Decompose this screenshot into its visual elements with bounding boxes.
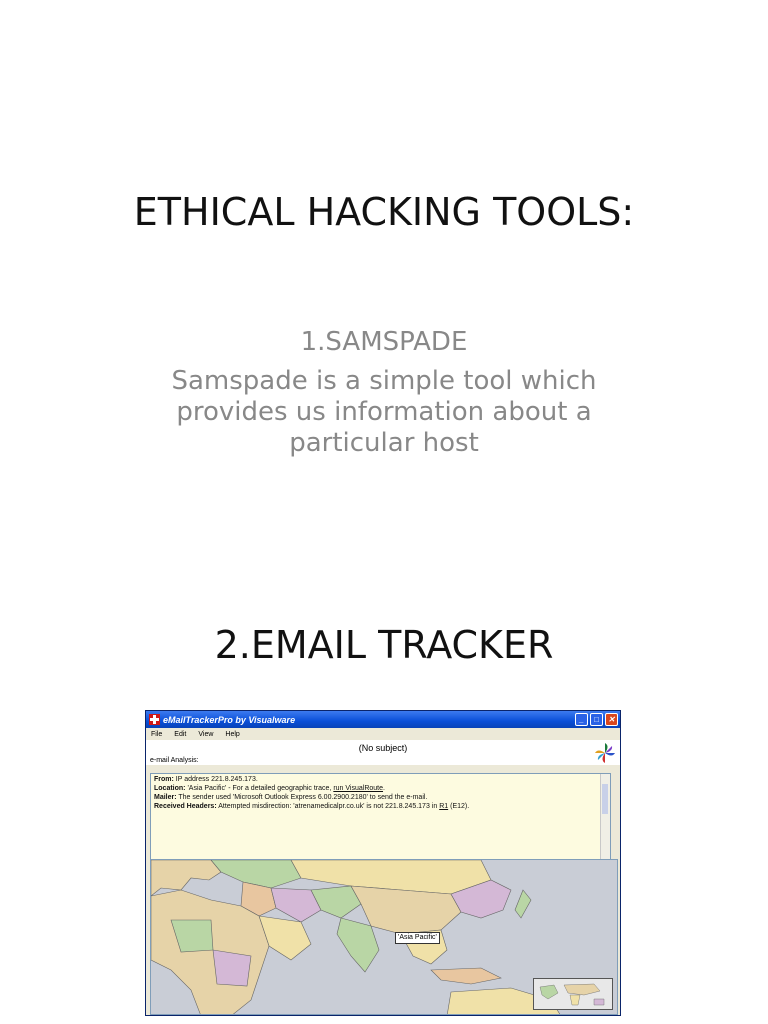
window-titlebar[interactable] bbox=[146, 711, 620, 728]
minimize-icon: _ bbox=[579, 714, 584, 724]
visualware-pinwheel-icon bbox=[594, 742, 616, 764]
app-cross-icon bbox=[149, 714, 160, 725]
location-label: Location: bbox=[154, 785, 186, 792]
minimize-button[interactable] bbox=[575, 713, 588, 726]
headers-value: Attempted misdirection: 'atrenamedicalpr.co.uk' is not 221.8.245.173 in bbox=[218, 803, 438, 810]
analysis-location bbox=[154, 784, 607, 793]
scrollbar-thumb[interactable] bbox=[602, 784, 608, 814]
email-subject: (No subject) bbox=[358, 743, 408, 753]
menu-bar bbox=[146, 728, 620, 740]
r1-link[interactable]: R1 bbox=[439, 803, 449, 810]
headers-label: Received Headers: bbox=[154, 803, 217, 810]
mailer-value: The sender used 'Microsoft Outlook Express 6.00.2900.2180' to send the e-mail. bbox=[178, 794, 428, 801]
body-line: Samspade is a simple tool which bbox=[171, 366, 597, 396]
from-value: IP address 221.8.245.173. bbox=[175, 776, 258, 783]
location-end: . bbox=[383, 785, 385, 792]
mailer-label: Mailer: bbox=[154, 794, 177, 801]
analysis-label: e-mail Analysis: bbox=[146, 756, 620, 765]
body-line: provides us information about a bbox=[176, 397, 592, 427]
analysis-mailer bbox=[154, 793, 607, 802]
body-line: particular host bbox=[289, 428, 479, 458]
body-heading: 1.SAMSPADE bbox=[300, 327, 468, 357]
window-title: eMailTrackerPro by Visualware bbox=[163, 714, 296, 725]
window-controls bbox=[575, 713, 618, 726]
maximize-button[interactable] bbox=[590, 713, 603, 726]
visualroute-link[interactable]: run VisualRoute bbox=[333, 785, 384, 792]
subject-row bbox=[146, 740, 620, 756]
world-map[interactable] bbox=[150, 859, 618, 1015]
mini-map-graphic bbox=[534, 979, 612, 1009]
analysis-headers bbox=[154, 802, 607, 811]
close-icon: ✕ bbox=[608, 714, 615, 724]
map-tooltip: 'Asia Pacific' bbox=[395, 932, 440, 944]
analysis-scrollbar[interactable] bbox=[600, 774, 610, 864]
analysis-from bbox=[154, 775, 607, 784]
slide-title: ETHICAL HACKING TOOLS: bbox=[133, 190, 635, 234]
emailtracker-window bbox=[145, 710, 621, 1016]
headers-end: (E12). bbox=[450, 803, 470, 810]
from-label: From: bbox=[154, 776, 174, 783]
mini-map[interactable] bbox=[533, 978, 613, 1010]
analysis-panel bbox=[150, 773, 611, 865]
menu-help[interactable]: Help bbox=[225, 730, 240, 738]
slide-body bbox=[84, 327, 684, 459]
close-button[interactable] bbox=[605, 713, 618, 726]
section-title: 2.EMAIL TRACKER bbox=[214, 623, 554, 667]
menu-view[interactable]: View bbox=[198, 730, 214, 738]
maximize-icon: □ bbox=[594, 714, 599, 724]
menu-file[interactable]: File bbox=[151, 730, 163, 738]
menu-edit[interactable]: Edit bbox=[174, 730, 187, 738]
location-value: 'Asia Pacific' - For a detailed geographic trace, bbox=[187, 785, 332, 792]
